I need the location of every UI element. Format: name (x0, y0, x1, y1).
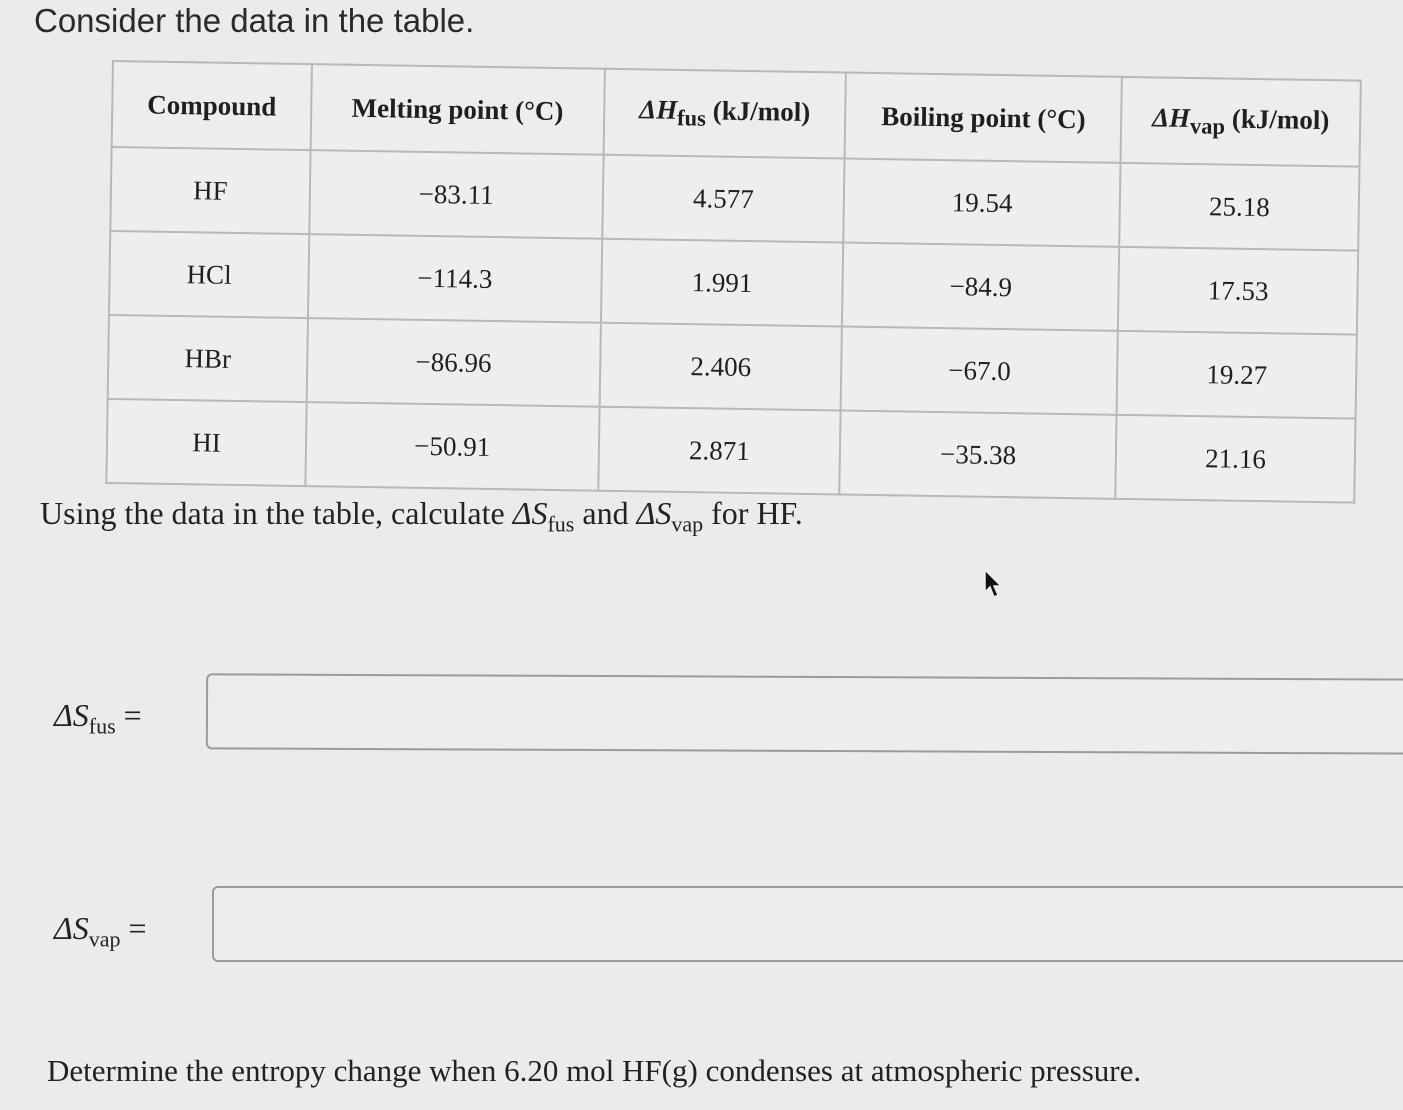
dh-fus-unit: (kJ/mol) (705, 95, 811, 127)
dh-fus-sub: fus (676, 105, 707, 131)
question-prefix: Using the data in the table, calculate (40, 495, 513, 531)
cell-compound: HF (110, 147, 310, 234)
delta-s-fus-symbol: ΔS (54, 697, 89, 733)
question-and: and (574, 495, 637, 531)
cell-dh-fus: 2.406 (599, 323, 842, 411)
delta-s-vap-sub: vap (88, 926, 121, 952)
question-suffix: for HF. (703, 495, 803, 531)
cell-boiling-point: −35.38 (840, 410, 1117, 498)
header-boiling-point: Boiling point (°C) (845, 73, 1122, 163)
header-compound: Compound (112, 61, 312, 150)
cell-compound: HCl (109, 231, 309, 318)
delta-s-fus-label (54, 697, 142, 739)
cell-melting-point: −114.3 (308, 234, 602, 323)
delta-s-fus-input[interactable] (206, 673, 1403, 754)
cell-dh-vap: 25.18 (1119, 163, 1359, 251)
delta-s-vap-symbol: ΔS (54, 910, 89, 946)
dh-vap-sub: vap (1189, 113, 1226, 139)
cell-boiling-point: −67.0 (841, 327, 1118, 415)
cell-boiling-point: −84.9 (842, 243, 1119, 331)
page-title: Consider the data in the table. (34, 2, 475, 39)
header-dh-fus (603, 69, 846, 159)
cell-dh-vap: 17.53 (1118, 247, 1358, 335)
header-melting-point: Melting point (°C) (311, 64, 605, 155)
delta-s-vap-label (54, 910, 147, 952)
question-s-fus-symbol: ΔS (512, 495, 548, 531)
delta-s-vap-equals: = (120, 910, 147, 946)
dh-vap-unit: (kJ/mol) (1224, 103, 1330, 135)
cell-melting-point: −83.11 (309, 150, 603, 239)
cell-dh-fus: 2.871 (598, 407, 841, 495)
header-dh-vap (1121, 77, 1361, 167)
delta-s-vap-input[interactable] (212, 886, 1403, 962)
question-s-fus-sub: fus (547, 511, 575, 537)
cell-compound: HI (106, 399, 306, 486)
cell-boiling-point: 19.54 (844, 159, 1121, 247)
delta-s-fus-sub: fus (88, 713, 116, 739)
delta-s-fus-equals: = (115, 697, 142, 733)
mouse-pointer-icon (982, 568, 1004, 600)
question-s-vap-symbol: ΔS (636, 495, 672, 531)
question-s-vap-sub: vap (671, 511, 704, 537)
cell-dh-fus: 4.577 (602, 155, 845, 243)
cell-melting-point: −86.96 (307, 318, 601, 407)
dh-fus-symbol: ΔH (639, 94, 678, 125)
condensation-question: Determine the entropy change when 6.20 mol HF(g) condenses at atmospheric pressure. (47, 1053, 1142, 1088)
cell-dh-fus: 1.991 (601, 239, 844, 327)
cell-compound: HBr (108, 315, 308, 402)
cell-dh-vap: 19.27 (1117, 331, 1357, 419)
compound-data-table (105, 60, 1362, 504)
cell-dh-vap: 21.16 (1115, 415, 1355, 503)
question-text (40, 495, 803, 537)
cell-melting-point: −50.91 (305, 402, 599, 491)
dh-vap-symbol: ΔH (1151, 102, 1191, 133)
